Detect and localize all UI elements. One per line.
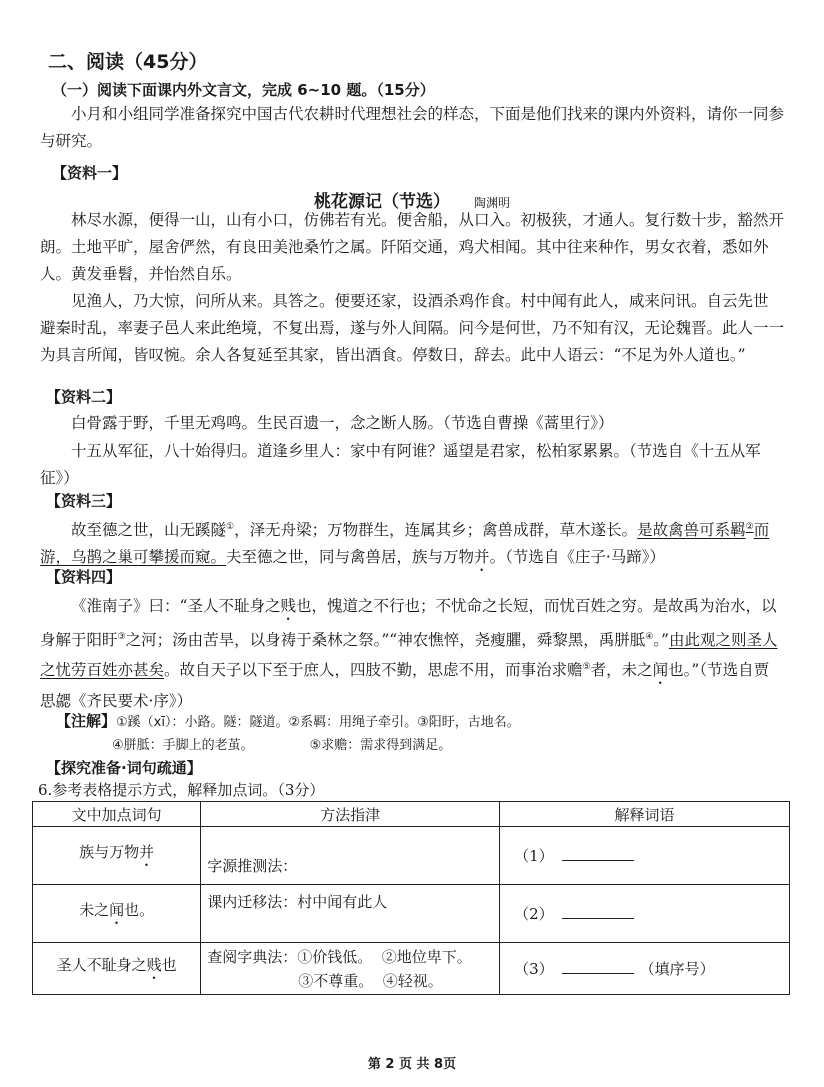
row2-answer[interactable]: （2）	[500, 885, 790, 943]
question-6-table	[32, 801, 790, 995]
row1-dotted-char: 并	[139, 843, 155, 861]
material2-label: 【资料二】	[46, 388, 122, 406]
m4-text-b: ，愧道之不行也；不忧命之长短，而忧百姓之穷。是故禹为治水，以身解于阳盱	[40, 597, 777, 650]
material3-paragraph	[40, 514, 784, 575]
table-row	[33, 827, 790, 885]
material2-paragraph-2: 十五从军征，八十始得归。道逢乡里人：家中有阿谁？遥望是君家，松柏冢累累。（节选自《十五从军征》）	[40, 442, 761, 487]
row2-phrase: 未之闻也。	[33, 885, 201, 943]
row3-dotted-char: 贱	[146, 956, 162, 974]
notes-text-2b: ⑤求赡：需求得到满足。	[309, 738, 452, 753]
row1-answer[interactable]: （1）	[500, 827, 790, 885]
header-phrase: 文中加点词句	[33, 802, 201, 827]
material1-paragraph-1: 林尽水源，便得一山，山有小口，仿佛若有光。便舍船，从口入。初极狭，才通人。复行数十步，豁然开朗。土地平旷，屋舍俨然，有良田美池桑竹之属。阡陌交通，鸡犬相闻。其中往来种作，男女衣着，悉如外人。黄发垂髫，并怡然自乐。	[40, 211, 785, 283]
intro-paragraph: 小月和小组同学准备探究中国古代农耕时代理想社会的样态，下面是他们找来的课内外资料，请你一同参与研究。	[40, 105, 785, 150]
m4-dotted-phrase-2: 未之闻也	[621, 661, 684, 680]
material1-label: 【资料一】	[52, 164, 128, 182]
m1-p2-text-b: 村中闻有此人	[520, 292, 614, 310]
m4-text-d: 。”	[653, 631, 669, 650]
notes-text-2a: ④胼胝：手脚上的老茧。	[112, 738, 254, 753]
answer-blank-3[interactable]	[562, 959, 634, 974]
answer-blank-1[interactable]	[562, 846, 634, 861]
m4-note-ref-5: ⑤	[582, 662, 591, 673]
material2-paragraph-1: 白骨露于野，千里无鸡鸣。生民百遗一，念之断人肠。（节选自曹操《蒿里行》）	[71, 414, 614, 432]
m1-p2-text-a: 见渔人，乃大惊，问所从来。具答之。便要还家，设酒杀鸡作食。	[71, 292, 521, 310]
notes-line-1	[56, 710, 520, 731]
m3-note-ref-2: ②	[745, 522, 754, 532]
m3-note-ref-1: ①	[226, 522, 235, 532]
material3-label: 【资料三】	[46, 492, 122, 510]
notes-text-1: ①蹊（xī）：小路。隧：隧道。②系羁：用绳子牵引。③阳盱，古地名。	[116, 715, 520, 730]
row2-method: 课内迁移法：村中闻有此人	[201, 885, 500, 943]
row3-answer[interactable]: （3） （填序号）	[500, 943, 790, 995]
row2-dotted-char: 闻	[109, 901, 125, 919]
table-header-row	[33, 802, 790, 827]
m4-text-g: 。”（节选自贾思勰《齐民要术·序》）	[40, 661, 770, 711]
material4-label: 【资料四】	[46, 568, 122, 586]
m3-underlined-b: 而游，乌鹊之巢可攀援而窥。	[40, 521, 770, 567]
article-author: 陶渊明	[473, 196, 510, 210]
m3-underlined-a: 是故禽兽可系羁	[637, 521, 746, 540]
header-answer: 解释词语	[500, 802, 790, 827]
row3-method: 查阅字典法：①价钱低。 ②地位卑下。 ③不尊重。 ④轻视。	[201, 943, 500, 995]
notes-line-2	[112, 734, 451, 753]
m4-text-c: 之河；汤由苦旱，以身祷于桑林之祭。”“神农憔悴，尧瘦臞，舜黎黑，禹胼胝	[125, 631, 646, 650]
m4-text-f: 者，	[590, 661, 622, 680]
m1-p2-text-c: ，咸来问讯。自云先世避秦时乱，率妻子邑人来此绝境，不复出焉，遂与外人间隔。问今是何世，乃不知有汉，无论魏晋。此人一一为具言所闻，皆叹惋。余人各复延至其家，皆出酒食。停数日，辞去。此中人语云：“不足为外人道也。”	[40, 292, 785, 364]
notes-label: 【注解】	[56, 712, 117, 730]
page-footer: 第 2 页 共 8页	[367, 1057, 457, 1072]
article-title-text: 桃花源记（节选）	[313, 192, 450, 212]
m3-dotted-phrase: 族与万物并	[412, 548, 490, 567]
m4-text-e: 。故自天子以下至于庶人，四肢不勤，思虑不用，而事治求赡	[164, 661, 583, 680]
material4-paragraph	[40, 593, 784, 715]
m3-text-d: 。（节选自《庄子·马蹄》）	[489, 548, 665, 567]
row1-phrase: 族与万物并	[33, 827, 201, 885]
answer-blank-2[interactable]	[562, 904, 634, 919]
part-heading: （一）阅读下面课内外文言文，完成 6~10 题。（15分）	[52, 81, 435, 99]
prep-label: 【探究准备·词句疏通】	[46, 759, 202, 777]
table-row	[33, 885, 790, 943]
m4-note-ref-3: ③	[117, 632, 126, 642]
m3-text-c: 夫至德之世，同与禽兽居，	[226, 548, 413, 567]
table-row	[33, 943, 790, 995]
material1-paragraph-2	[40, 288, 784, 369]
row3-phrase: 圣人不耻身之贱也	[33, 943, 201, 995]
row1-method: 字源推测法：	[201, 827, 500, 885]
question-6-prompt: 6.参考表格提示方式，解释加点词。（3分）	[38, 781, 325, 799]
m4-underlined-sentence: 由此观之则圣人之忧劳百姓亦甚矣	[40, 631, 778, 680]
m4-dotted-phrase-1: 圣人不耻身之贱也	[187, 597, 312, 615]
m4-note-ref-4: ④	[645, 632, 654, 642]
m3-text-b: ，泽无舟梁；万物群生，连属其乡；禽兽成群，草木遂长。	[234, 521, 638, 540]
header-method: 方法指津	[201, 802, 500, 827]
m3-text-a: 故至德之世，山无蹊隧	[71, 521, 227, 540]
m4-text-a: 《淮南子》曰：“	[71, 597, 188, 615]
section-title: 二、阅读（45分）	[48, 51, 208, 73]
